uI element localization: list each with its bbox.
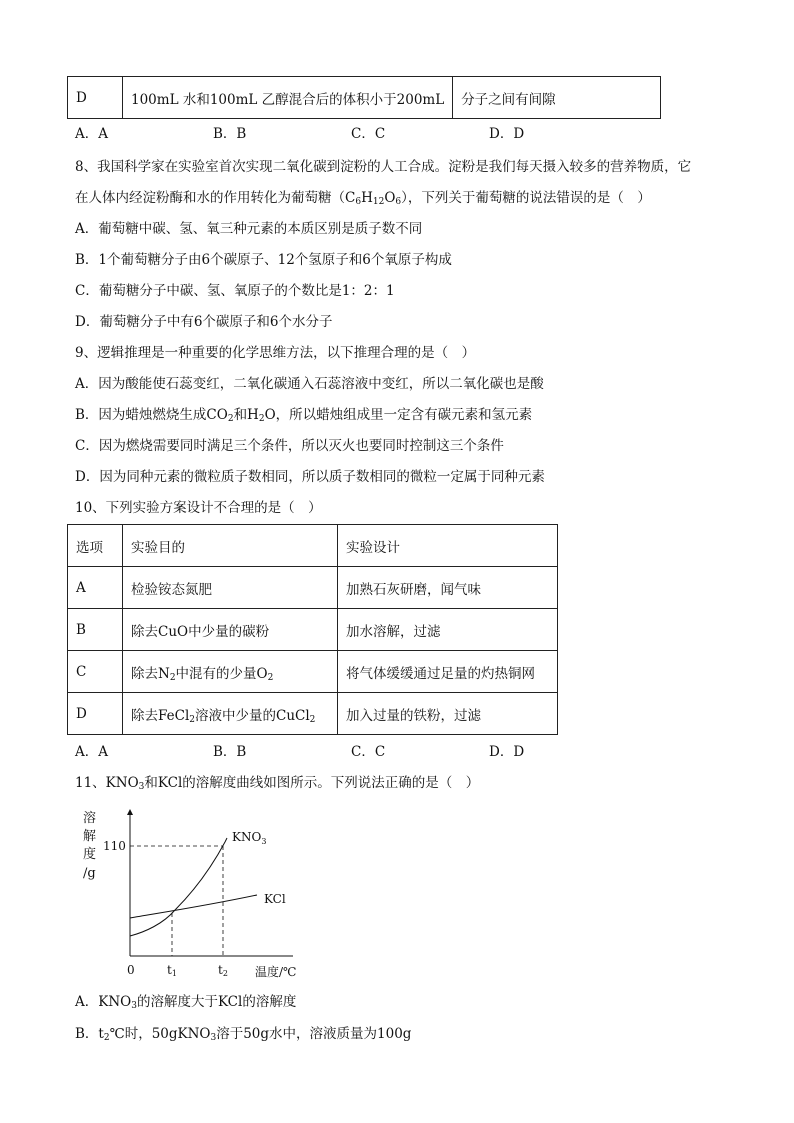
table-q10 (67, 524, 558, 735)
table-header: 实验设计 (338, 525, 558, 567)
q11-option-a: A．$KNO_3$的溶解度大于KCl的溶解度 (75, 994, 297, 1011)
y-axis-label-char: 解 (83, 829, 97, 844)
table-q7-continuation (67, 76, 661, 119)
table-cell: C (68, 651, 123, 693)
y-axis-label-char: /g (83, 866, 96, 881)
q8-stem-line2: 在人体内经淀粉酶和水的作用转化为葡萄糖$(C_6H_{12}O_6)$，下列关于葡萄糖的说法错误的是（ ） (75, 190, 651, 207)
q7-options (75, 124, 627, 144)
table-cell: 除去FeCl$_2$溶液中少量的CuCl$_2$ (123, 693, 338, 735)
table-cell: D (68, 693, 123, 735)
table-cell: 分子之间有间隙 (453, 77, 661, 119)
x-tick-label: t2 (218, 963, 228, 978)
series-label-kno3: $KNO_3$ (232, 830, 267, 846)
q8-stem-line1: 8、我国科学家在实验室首次实现二氧化碳到淀粉的人工合成。淀粉是我们每天摄入较多的营养物质，它 (75, 159, 692, 175)
q9-option-a: A．因为酸能使石蕊变红，二氧化碳通入石蕊溶液中变红，所以二氧化碳也是酸 (75, 376, 544, 392)
table-cell: 将气体缓缓通过足量的灼热铜网 (338, 651, 558, 693)
option-b: B．B (213, 744, 247, 760)
table-row (68, 525, 558, 567)
q11-option-b: B．$t_2℃$时，50gKNO$_3$溶于50g水中，溶液质量为100g (75, 1026, 412, 1043)
kcl-curve (130, 895, 257, 918)
table-cell: 100mL 水和100mL 乙醇混合后的体积小于200mL (123, 77, 453, 119)
table-cell: 检验铵态氮肥 (123, 567, 338, 609)
q9-option-b: B．因为蜡烛燃烧生成$CO_2$和$H_2O$，所以蜡烛组成里一定含有碳元素和氢元素 (75, 407, 533, 424)
solubility-chart (75, 800, 315, 980)
kno3-curve (130, 838, 227, 936)
table-cell: B (68, 609, 123, 651)
q9-option-d: D．因为同种元素的微粒质子数相同，所以质子数相同的微粒一定属于同种元素 (75, 469, 545, 485)
option-a: A．A (75, 126, 108, 142)
table-cell: 除去$N_2$中混有的少量$O_2$ (123, 651, 338, 693)
option-c: C．C (351, 126, 386, 142)
q10-stem: 10、下列实验方案设计不合理的是（ ） (75, 500, 322, 516)
q9-stem: 9、逻辑推理是一种重要的化学思维方法，以下推理合理的是（ ） (75, 345, 476, 361)
table-row (68, 609, 558, 651)
table-row (68, 651, 558, 693)
q8-option-b: B．1个葡萄糖分子由6个碳原子、12个氢原子和6个氧原子构成 (75, 252, 452, 268)
q9-option-c: C．因为燃烧需要同时满足三个条件，所以灭火也要同时控制这三个条件 (75, 438, 504, 454)
table-row (68, 77, 661, 119)
q8-option-c: C．葡萄糖分子中碳、氢、氧原子的个数比是1：2：1 (75, 283, 395, 299)
q10-options (75, 742, 627, 762)
q11-stem: 11、$KNO_3$和KCl的溶解度曲线如图所示。下列说法正确的是（ ） (75, 775, 480, 792)
table-row (68, 567, 558, 609)
option-d: D．D (489, 744, 525, 760)
origin-label: 0 (127, 963, 135, 977)
option-c: C．C (351, 744, 386, 760)
table-header: 实验目的 (123, 525, 338, 567)
table-cell: A (68, 567, 123, 609)
table-cell: 除去CuO中少量的碳粉 (123, 609, 338, 651)
x-tick-label: t1 (167, 963, 177, 978)
y-axis-label-char: 度 (83, 847, 97, 862)
series-label-kcl: KCl (264, 892, 286, 906)
option-a: A．A (75, 744, 108, 760)
y-axis-label-char: 溶 (83, 811, 97, 826)
table-cell: 加入过量的铁粉，过滤 (338, 693, 558, 735)
x-axis-label: 温度/℃ (255, 965, 297, 979)
table-cell: 加水溶解，过滤 (338, 609, 558, 651)
y-tick-label: 110 (103, 839, 126, 853)
q8-option-d: D．葡萄糖分子中有6个碳原子和6个水分子 (75, 314, 333, 330)
table-cell: 加熟石灰研磨，闻气味 (338, 567, 558, 609)
option-b: B．B (213, 126, 247, 142)
q8-option-a: A．葡萄糖中碳、氢、氧三种元素的本质区别是质子数不同 (75, 221, 423, 237)
table-row (68, 693, 558, 735)
option-d: D．D (489, 126, 525, 142)
table-cell: D (68, 77, 123, 119)
table-header: 选项 (68, 525, 123, 567)
